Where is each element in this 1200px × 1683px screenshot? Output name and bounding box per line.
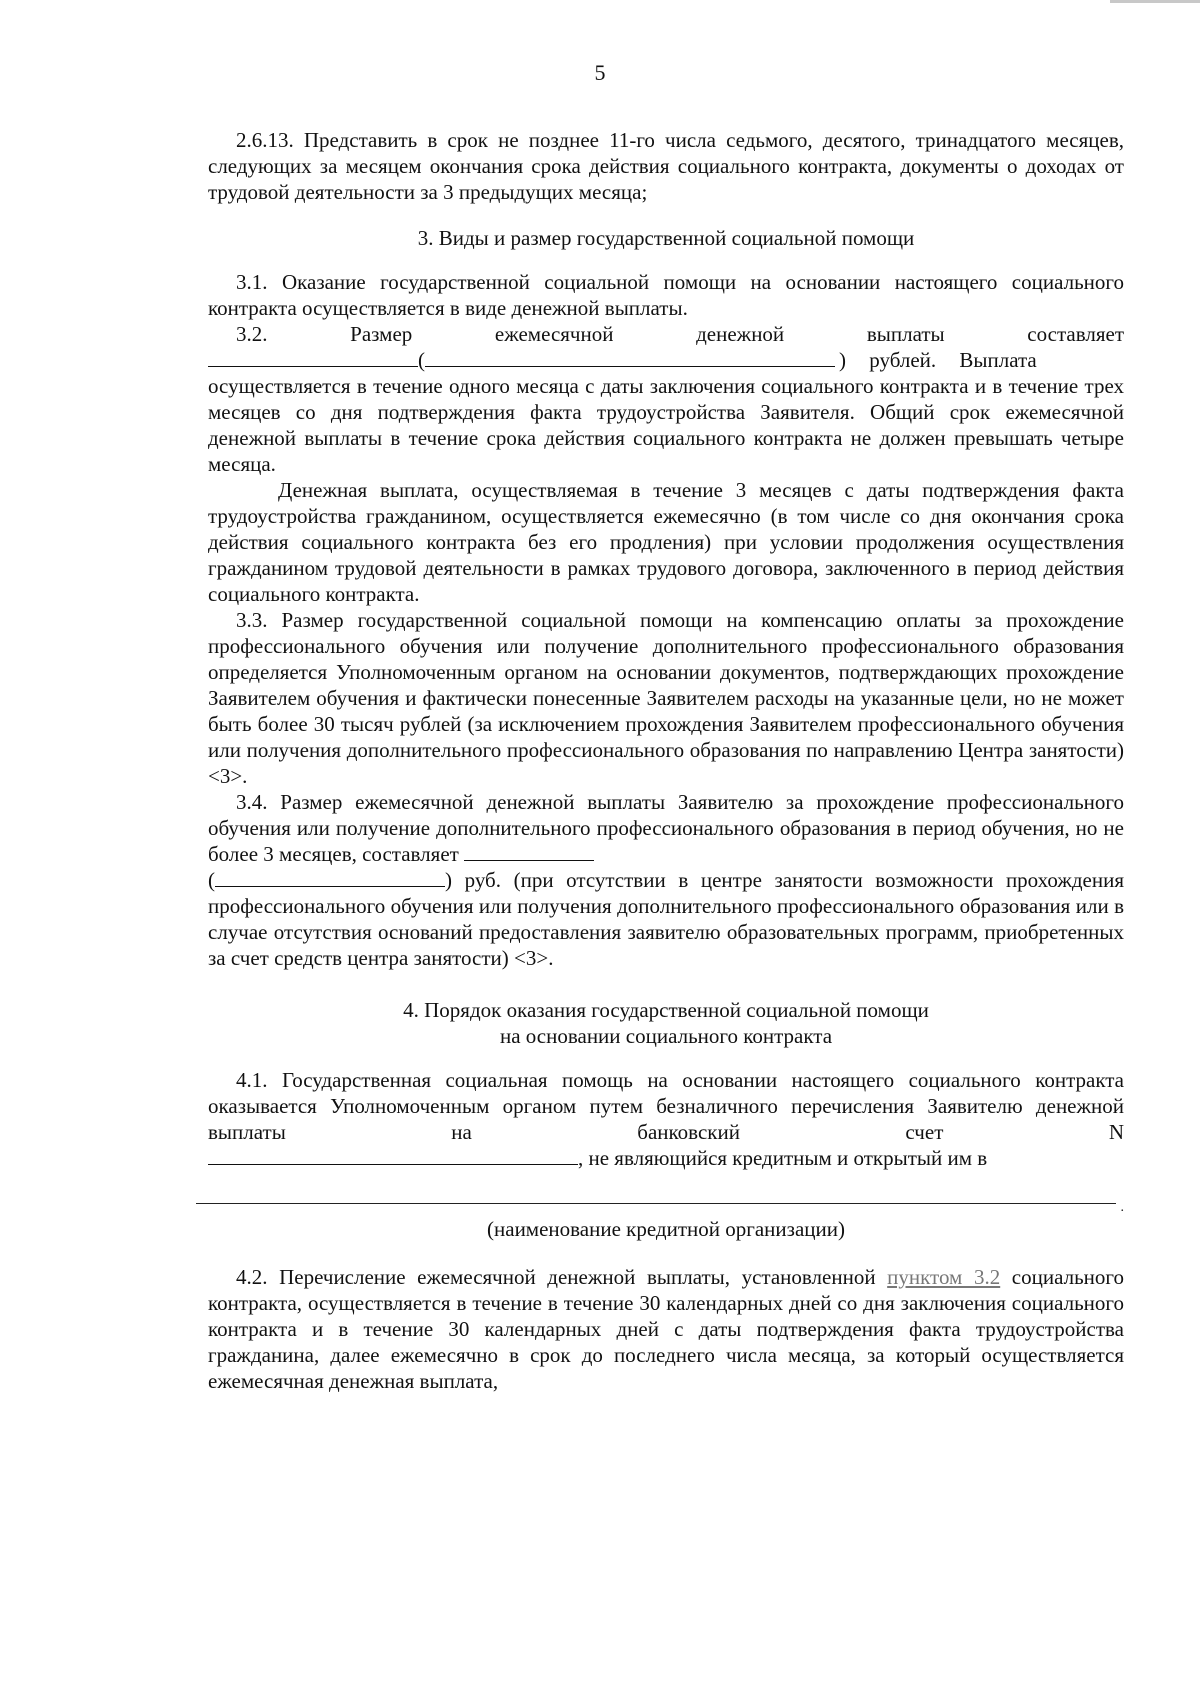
- section-3-title: 3. Виды и размер государственной социальной помощи: [417, 226, 915, 250]
- account-number-blank: [208, 1146, 578, 1165]
- section-4-title-line1: 4. Порядок оказания государственной социальной помощи: [403, 998, 929, 1022]
- paragraph-3-2-rest: осуществляется в течение одного месяца с даты заключения социального контракта и в течение трех месяцев со дня подтверждения факта трудоустройства Заявителя. Общий срок ежемесячной денежной выплаты в течение срока действия социального контракта не должен превышать четыре месяца.: [208, 374, 1124, 476]
- clause-3-2-link[interactable]: пунктом 3.2: [887, 1265, 1001, 1289]
- monthly-amount-blank: [464, 842, 594, 861]
- section-3-heading: [208, 225, 1124, 251]
- monthly-amount-words-blank: [215, 868, 445, 887]
- section-4-title-line2: на основании социального контракта: [499, 1024, 833, 1048]
- bank-name-line: [196, 1203, 1116, 1204]
- amount-blank: [208, 348, 418, 367]
- paragraph-3-2-payment: Денежная выплата, осуществляемая в течение 3 месяцев с даты подтверждения факта трудоустройства гражданином, осуществляется ежемесячно (в том числе со дня окончания срока действия социального контракта без его продления) при условии продолжения осуществления гражданином трудовой деятельности в рамках трудового договора, заключенного в период действия социального контракта.: [208, 478, 1124, 606]
- paragraph-3-2-head: 3.2. Размер ежемесячной денежной выплаты составляет: [236, 322, 1124, 346]
- paragraph-4-1-account-line: , не являющийся кредитным и открытый им в: [208, 1145, 1124, 1171]
- bank-name-field: .: [208, 1203, 1124, 1204]
- amount-words-blank: [425, 348, 835, 367]
- paragraph-3-3: 3.3. Размер государственной социальной помощи на компенсацию оплаты за прохождение профессионального обучения или получение дополнительного профессионального образования определяется Уполномоченным органом на основании документов, подтверждающих прохождение Заявителем обучения и фактически понесенные Заявителем расходы на указанные цели, но не может быть более 30 тысяч рублей (за исключением прохождения Заявителем профессионального обучения или получения дополнительного профессионального образования по направлению Центра занятости) <3>.: [208, 608, 1124, 788]
- paragraph-3-2-amount-line: ( ) рублей. Выплата: [208, 347, 1124, 373]
- scan-artifact: [1110, 0, 1200, 3]
- paragraph-3-4: 3.4. Размер ежемесячной денежной выплаты Заявителю за прохождение профессионального обучения или получение дополнительного профессионального образования в период обучения, но не более 3 месяцев, составляет: [208, 790, 1124, 866]
- paragraph-4-2: 4.2. Перечисление ежемесячной денежной выплаты, установленной пунктом 3.2 социального контракта, осуществляется в течение в течение 30 календарных дней со дня заключения социального контракта и в течение 30 календарных дней с даты подтверждения факта трудоустройства гражданина, далее ежемесячно в срок до последнего числа месяца, за который осуществляется ежемесячная денежная выплата,: [208, 1265, 1124, 1393]
- paragraph-3-4-rest: ( ) руб. (при отсутствии в центре занятости возможности прохождения профессионального обучения или получения дополнительного профессионального образования или в случае отсутствия оснований предоставления заявителю образовательных программ, приобретенных за счет средств центра занятости) <3>.: [208, 868, 1124, 970]
- section-4-heading: [208, 997, 1124, 1049]
- paragraph-3-1: 3.1. Оказание государственной социальной помощи на основании настоящего социального контракта осуществляется в виде денежной выплаты.: [208, 270, 1124, 320]
- bank-name-caption: (наименование кредитной организации): [487, 1217, 845, 1241]
- document-body: [208, 127, 1124, 1394]
- paragraph-4-1: 4.1. Государственная социальная помощь на основании настоящего социального контракта оказывается Уполномоченным органом путем безналичного перечисления Заявителю денежной выплаты на банковский счет N: [208, 1068, 1124, 1144]
- page-number: 5: [594, 60, 606, 85]
- paragraph-2-6-13: 2.6.13. Представить в срок не позднее 11-го числа седьмого, десятого, тринадцатого месяцев, следующих за месяцем окончания срока действия социального контракта, документы о доходах от трудовой деятельности за 3 предыдущих месяца;: [208, 128, 1124, 204]
